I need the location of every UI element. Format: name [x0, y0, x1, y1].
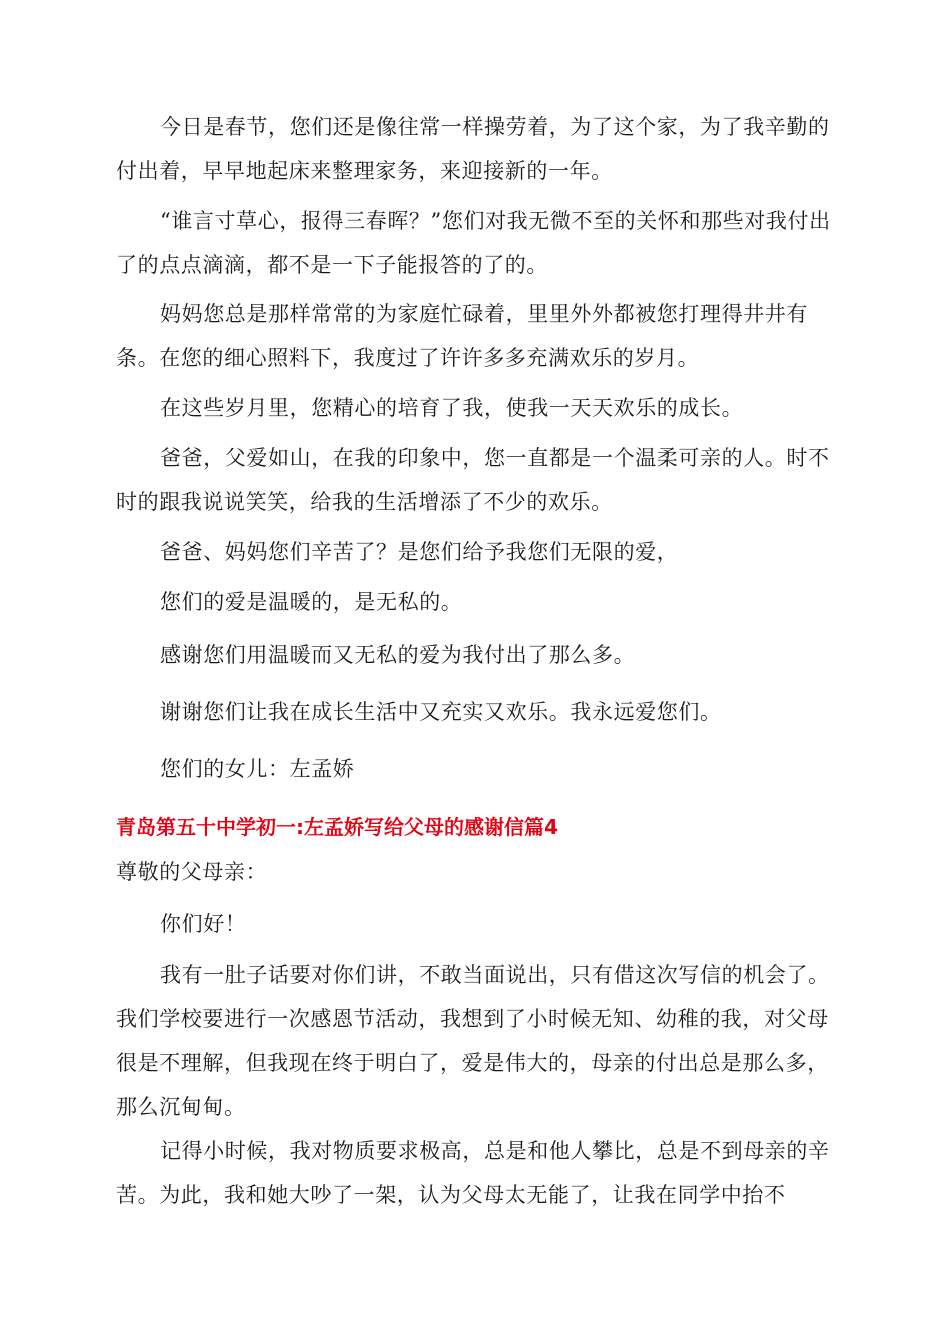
paragraph-growing-up: 在这些岁月里，您精心的培育了我，使我一天天欢乐的成长。	[160, 396, 744, 420]
salutation: 尊敬的父母亲：	[116, 860, 268, 884]
paragraph-spring-festival: 今日是春节，您们还是像往常一样操劳着，为了这个家，为了我辛勤的付出着，早早地起床来整理家务，来迎接新的一年。	[116, 115, 830, 183]
paragraph-thanks-4: 谢谢您们让我在成长生活中又充实又欢乐。我永远爱您们。	[160, 700, 722, 724]
paragraph-father: 爸爸，父爱如山，在我的印象中，您一直都是一个温柔可亲的人。时不时的跟我说说笑笑，给我的生活增添了不少的欢乐。	[116, 446, 830, 514]
paragraph-quote: “谁言寸草心，报得三春晖？”您们对我无微不至的关怀和那些对我付出了的点点滴滴，都不是一下子能报答的了的。	[116, 209, 831, 277]
greeting: 你们好！	[160, 912, 247, 936]
section-heading: 青岛第五十中学初一:左孟娇写给父母的感谢信篇4	[116, 815, 558, 839]
paragraph-childhood: 记得小时候，我对物质要求极高，总是和他人攀比，总是不到母亲的辛苦。为此，我和她大吵了一架，认为父母太无能了，让我在同学中抬不	[116, 1139, 830, 1207]
signature-line: 您们的女儿：左孟娇	[160, 757, 355, 781]
paragraph-thanks-2: 您们的爱是温暖的，是无私的。	[160, 590, 463, 614]
paragraph-mother: 妈妈您总是那样常常的为家庭忙碌着，里里外外都被您打理得井井有条。在您的细心照料下，我度过了许许多多充满欢乐的岁月。	[116, 302, 808, 370]
paragraph-thanks-1: 爸爸、妈妈您们辛苦了？是您们给予我您们无限的爱，	[160, 540, 679, 564]
paragraph-gratitude: 我有一肚子话要对你们讲，不敢当面说出，只有借这次写信的机会了。我们学校要进行一次感恩节活动，我想到了小时候无知、幼稚的我，对父母很是不理解，但我现在终于明白了，爱是伟大的，母亲的付出总是那么多，那么沉甸甸。	[116, 963, 830, 1119]
paragraph-thanks-3: 感谢您们用温暖而又无私的爱为我付出了那么多。	[160, 643, 636, 667]
